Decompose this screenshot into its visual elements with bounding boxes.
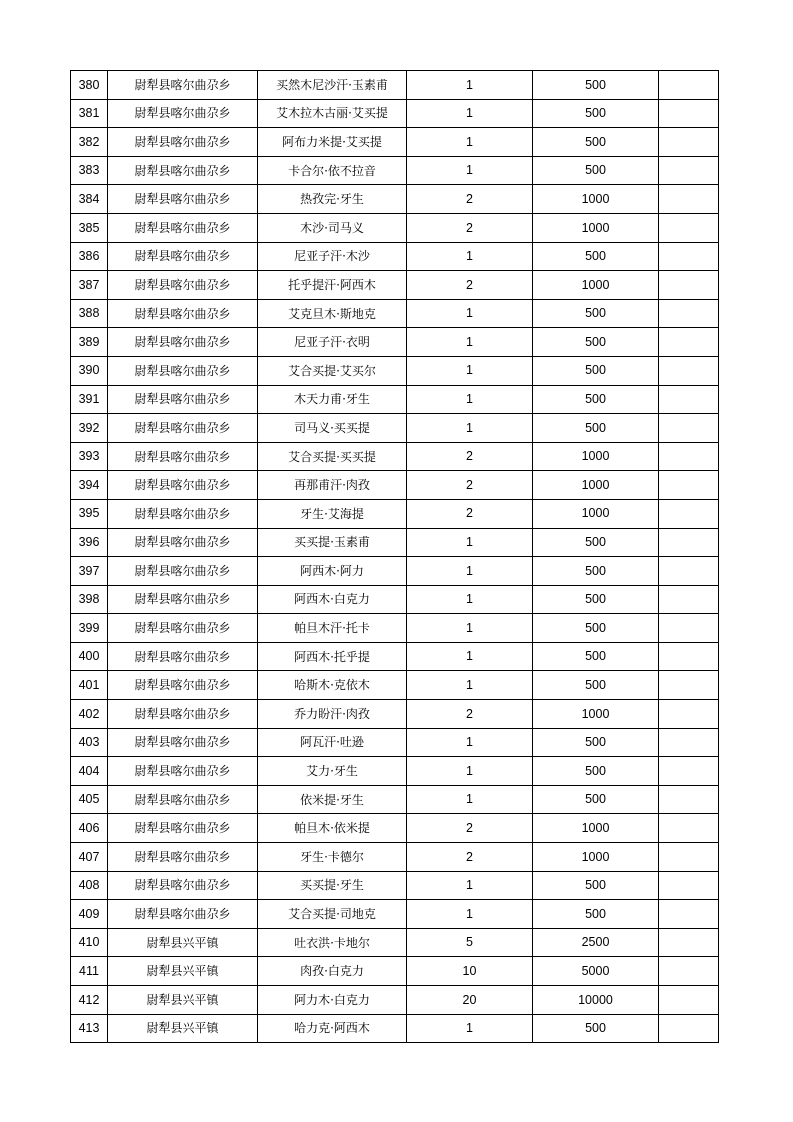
cell-serial-number: 412 [71, 986, 108, 1015]
cell-person-count: 1 [407, 728, 533, 757]
cell-township: 尉犁县喀尔曲尕乡 [108, 471, 258, 500]
table-row [71, 242, 719, 271]
cell-serial-number: 393 [71, 442, 108, 471]
cell-person-name: 木沙·司马义 [258, 213, 407, 242]
cell-amount: 500 [533, 385, 659, 414]
table-row [71, 728, 719, 757]
cell-amount: 500 [533, 557, 659, 586]
cell-person-count: 1 [407, 242, 533, 271]
cell-serial-number: 384 [71, 185, 108, 214]
cell-amount: 1000 [533, 814, 659, 843]
cell-amount: 1000 [533, 213, 659, 242]
cell-remark [659, 128, 719, 157]
cell-remark [659, 1014, 719, 1043]
cell-amount: 500 [533, 1014, 659, 1043]
cell-amount: 1000 [533, 185, 659, 214]
cell-person-count: 1 [407, 299, 533, 328]
roster-body [71, 71, 719, 1043]
cell-person-name: 尼亚子汗·木沙 [258, 242, 407, 271]
cell-remark [659, 900, 719, 929]
cell-amount: 500 [533, 585, 659, 614]
cell-remark [659, 700, 719, 729]
cell-remark [659, 957, 719, 986]
table-row [71, 557, 719, 586]
cell-person-name: 阿西木·阿力 [258, 557, 407, 586]
cell-amount: 500 [533, 528, 659, 557]
cell-serial-number: 392 [71, 414, 108, 443]
cell-person-name: 尼亚子汗·衣明 [258, 328, 407, 357]
cell-person-count: 2 [407, 700, 533, 729]
cell-person-count: 5 [407, 928, 533, 957]
cell-township: 尉犁县喀尔曲尕乡 [108, 213, 258, 242]
cell-serial-number: 394 [71, 471, 108, 500]
cell-person-count: 2 [407, 271, 533, 300]
cell-township: 尉犁县喀尔曲尕乡 [108, 271, 258, 300]
cell-amount: 500 [533, 728, 659, 757]
table-row [71, 957, 719, 986]
cell-amount: 500 [533, 614, 659, 643]
cell-amount: 500 [533, 871, 659, 900]
cell-township: 尉犁县喀尔曲尕乡 [108, 414, 258, 443]
cell-remark [659, 642, 719, 671]
cell-person-name: 木天力甫·牙生 [258, 385, 407, 414]
table-row [71, 757, 719, 786]
cell-person-name: 艾合买提·司地克 [258, 900, 407, 929]
cell-serial-number: 387 [71, 271, 108, 300]
cell-remark [659, 156, 719, 185]
table-row [71, 814, 719, 843]
cell-serial-number: 391 [71, 385, 108, 414]
cell-person-name: 司马义·买买提 [258, 414, 407, 443]
cell-township: 尉犁县喀尔曲尕乡 [108, 128, 258, 157]
cell-serial-number: 404 [71, 757, 108, 786]
cell-amount: 1000 [533, 499, 659, 528]
cell-serial-number: 399 [71, 614, 108, 643]
cell-township: 尉犁县喀尔曲尕乡 [108, 585, 258, 614]
cell-remark [659, 499, 719, 528]
cell-person-name: 艾合买提·艾买尔 [258, 356, 407, 385]
cell-serial-number: 390 [71, 356, 108, 385]
cell-person-count: 1 [407, 642, 533, 671]
cell-person-count: 1 [407, 528, 533, 557]
cell-serial-number: 407 [71, 843, 108, 872]
cell-township: 尉犁县兴平镇 [108, 957, 258, 986]
table-row [71, 928, 719, 957]
cell-remark [659, 385, 719, 414]
cell-person-name: 哈力克·阿西木 [258, 1014, 407, 1043]
cell-remark [659, 671, 719, 700]
cell-township: 尉犁县喀尔曲尕乡 [108, 671, 258, 700]
cell-person-name: 热孜完·牙生 [258, 185, 407, 214]
cell-amount: 1000 [533, 471, 659, 500]
table-row [71, 213, 719, 242]
cell-person-name: 乔力盼汗·肉孜 [258, 700, 407, 729]
cell-remark [659, 99, 719, 128]
cell-serial-number: 398 [71, 585, 108, 614]
table-row [71, 71, 719, 100]
cell-serial-number: 380 [71, 71, 108, 100]
cell-serial-number: 410 [71, 928, 108, 957]
cell-township: 尉犁县喀尔曲尕乡 [108, 642, 258, 671]
cell-remark [659, 356, 719, 385]
cell-amount: 500 [533, 299, 659, 328]
cell-person-name: 帕旦木汗·托卡 [258, 614, 407, 643]
table-row [71, 471, 719, 500]
cell-amount: 500 [533, 356, 659, 385]
cell-person-count: 20 [407, 986, 533, 1015]
cell-township: 尉犁县喀尔曲尕乡 [108, 557, 258, 586]
cell-township: 尉犁县喀尔曲尕乡 [108, 843, 258, 872]
cell-amount: 500 [533, 900, 659, 929]
cell-remark [659, 986, 719, 1015]
cell-amount: 500 [533, 642, 659, 671]
cell-township: 尉犁县喀尔曲尕乡 [108, 442, 258, 471]
cell-township: 尉犁县喀尔曲尕乡 [108, 299, 258, 328]
cell-person-count: 1 [407, 156, 533, 185]
cell-serial-number: 389 [71, 328, 108, 357]
cell-remark [659, 328, 719, 357]
cell-person-count: 1 [407, 585, 533, 614]
cell-township: 尉犁县喀尔曲尕乡 [108, 528, 258, 557]
cell-remark [659, 299, 719, 328]
cell-remark [659, 728, 719, 757]
cell-serial-number: 411 [71, 957, 108, 986]
cell-amount: 500 [533, 785, 659, 814]
cell-person-count: 1 [407, 900, 533, 929]
cell-township: 尉犁县喀尔曲尕乡 [108, 728, 258, 757]
cell-remark [659, 185, 719, 214]
cell-remark [659, 442, 719, 471]
table-row [71, 871, 719, 900]
table-row [71, 900, 719, 929]
cell-remark [659, 928, 719, 957]
cell-township: 尉犁县喀尔曲尕乡 [108, 328, 258, 357]
cell-amount: 10000 [533, 986, 659, 1015]
cell-person-name: 艾合买提·买买提 [258, 442, 407, 471]
cell-remark [659, 213, 719, 242]
cell-serial-number: 409 [71, 900, 108, 929]
table-row [71, 499, 719, 528]
cell-serial-number: 388 [71, 299, 108, 328]
cell-serial-number: 386 [71, 242, 108, 271]
cell-person-count: 2 [407, 499, 533, 528]
cell-amount: 500 [533, 414, 659, 443]
cell-township: 尉犁县喀尔曲尕乡 [108, 99, 258, 128]
cell-serial-number: 406 [71, 814, 108, 843]
table-row [71, 843, 719, 872]
cell-remark [659, 585, 719, 614]
table-row [71, 671, 719, 700]
cell-person-count: 1 [407, 414, 533, 443]
table-row [71, 585, 719, 614]
table-row [71, 614, 719, 643]
cell-township: 尉犁县兴平镇 [108, 928, 258, 957]
cell-township: 尉犁县喀尔曲尕乡 [108, 385, 258, 414]
cell-township: 尉犁县喀尔曲尕乡 [108, 614, 258, 643]
table-row [71, 328, 719, 357]
cell-serial-number: 395 [71, 499, 108, 528]
roster-table [70, 70, 719, 1043]
cell-township: 尉犁县兴平镇 [108, 1014, 258, 1043]
cell-person-count: 1 [407, 99, 533, 128]
cell-remark [659, 614, 719, 643]
cell-person-name: 艾木拉木古丽·艾买提 [258, 99, 407, 128]
cell-person-name: 牙生·卡德尔 [258, 843, 407, 872]
cell-serial-number: 413 [71, 1014, 108, 1043]
cell-township: 尉犁县喀尔曲尕乡 [108, 356, 258, 385]
cell-amount: 1000 [533, 700, 659, 729]
cell-serial-number: 396 [71, 528, 108, 557]
cell-amount: 500 [533, 242, 659, 271]
cell-amount: 1000 [533, 442, 659, 471]
cell-remark [659, 757, 719, 786]
cell-person-count: 1 [407, 757, 533, 786]
cell-township: 尉犁县喀尔曲尕乡 [108, 700, 258, 729]
cell-person-name: 阿布力米提·艾买提 [258, 128, 407, 157]
cell-amount: 1000 [533, 843, 659, 872]
cell-amount: 500 [533, 757, 659, 786]
cell-amount: 500 [533, 71, 659, 100]
cell-person-count: 1 [407, 328, 533, 357]
cell-person-name: 肉孜·白克力 [258, 957, 407, 986]
cell-serial-number: 408 [71, 871, 108, 900]
table-row [71, 528, 719, 557]
cell-amount: 1000 [533, 271, 659, 300]
cell-remark [659, 271, 719, 300]
cell-person-name: 艾克旦木·斯地克 [258, 299, 407, 328]
cell-township: 尉犁县喀尔曲尕乡 [108, 785, 258, 814]
cell-person-name: 卡合尔·依不拉音 [258, 156, 407, 185]
cell-person-count: 1 [407, 71, 533, 100]
cell-person-count: 2 [407, 471, 533, 500]
cell-person-count: 2 [407, 814, 533, 843]
cell-township: 尉犁县喀尔曲尕乡 [108, 814, 258, 843]
cell-serial-number: 385 [71, 213, 108, 242]
cell-remark [659, 557, 719, 586]
cell-serial-number: 400 [71, 642, 108, 671]
cell-person-name: 哈斯木·克依木 [258, 671, 407, 700]
table-row [71, 271, 719, 300]
cell-person-name: 阿西木·托乎提 [258, 642, 407, 671]
cell-person-name: 托乎提汗·阿西木 [258, 271, 407, 300]
cell-serial-number: 381 [71, 99, 108, 128]
cell-township: 尉犁县喀尔曲尕乡 [108, 156, 258, 185]
cell-person-count: 10 [407, 957, 533, 986]
cell-person-count: 1 [407, 785, 533, 814]
cell-township: 尉犁县喀尔曲尕乡 [108, 242, 258, 271]
cell-person-count: 2 [407, 213, 533, 242]
cell-person-name: 牙生·艾海提 [258, 499, 407, 528]
cell-serial-number: 401 [71, 671, 108, 700]
table-row [71, 128, 719, 157]
cell-serial-number: 402 [71, 700, 108, 729]
cell-person-count: 2 [407, 442, 533, 471]
cell-remark [659, 242, 719, 271]
cell-remark [659, 528, 719, 557]
cell-person-name: 买买提·牙生 [258, 871, 407, 900]
cell-person-count: 2 [407, 185, 533, 214]
cell-person-name: 帕旦木·依米提 [258, 814, 407, 843]
cell-township: 尉犁县兴平镇 [108, 986, 258, 1015]
table-row [71, 442, 719, 471]
table-row [71, 299, 719, 328]
cell-remark [659, 843, 719, 872]
cell-amount: 500 [533, 671, 659, 700]
table-row [71, 986, 719, 1015]
cell-amount: 500 [533, 99, 659, 128]
cell-amount: 500 [533, 328, 659, 357]
cell-person-count: 1 [407, 356, 533, 385]
cell-person-name: 阿力木·白克力 [258, 986, 407, 1015]
cell-remark [659, 414, 719, 443]
cell-township: 尉犁县喀尔曲尕乡 [108, 185, 258, 214]
cell-amount: 5000 [533, 957, 659, 986]
cell-person-count: 2 [407, 843, 533, 872]
cell-person-name: 阿瓦汗·吐逊 [258, 728, 407, 757]
cell-serial-number: 397 [71, 557, 108, 586]
table-row [71, 385, 719, 414]
cell-person-count: 1 [407, 671, 533, 700]
cell-amount: 500 [533, 156, 659, 185]
cell-person-name: 依米提·牙生 [258, 785, 407, 814]
cell-person-name: 买然木尼沙汗·玉素甫 [258, 71, 407, 100]
cell-person-name: 艾力·牙生 [258, 757, 407, 786]
cell-person-count: 1 [407, 128, 533, 157]
cell-township: 尉犁县喀尔曲尕乡 [108, 900, 258, 929]
cell-remark [659, 871, 719, 900]
cell-serial-number: 403 [71, 728, 108, 757]
cell-person-name: 阿西木·白克力 [258, 585, 407, 614]
cell-remark [659, 71, 719, 100]
cell-township: 尉犁县喀尔曲尕乡 [108, 871, 258, 900]
cell-person-name: 再那甫汗·肉孜 [258, 471, 407, 500]
cell-person-count: 1 [407, 557, 533, 586]
cell-person-count: 1 [407, 1014, 533, 1043]
cell-amount: 500 [533, 128, 659, 157]
table-row [71, 700, 719, 729]
cell-remark [659, 471, 719, 500]
table-row [71, 156, 719, 185]
table-row [71, 185, 719, 214]
table-row [71, 414, 719, 443]
cell-serial-number: 405 [71, 785, 108, 814]
table-row [71, 356, 719, 385]
cell-person-count: 1 [407, 385, 533, 414]
cell-serial-number: 382 [71, 128, 108, 157]
cell-township: 尉犁县喀尔曲尕乡 [108, 757, 258, 786]
cell-township: 尉犁县喀尔曲尕乡 [108, 71, 258, 100]
cell-serial-number: 383 [71, 156, 108, 185]
cell-person-count: 1 [407, 871, 533, 900]
table-row [71, 642, 719, 671]
cell-remark [659, 814, 719, 843]
cell-person-count: 1 [407, 614, 533, 643]
cell-remark [659, 785, 719, 814]
cell-amount: 2500 [533, 928, 659, 957]
table-row [71, 99, 719, 128]
cell-person-name: 吐衣洪·卡地尔 [258, 928, 407, 957]
table-row [71, 1014, 719, 1043]
cell-township: 尉犁县喀尔曲尕乡 [108, 499, 258, 528]
cell-person-name: 买买提·玉素甫 [258, 528, 407, 557]
table-row [71, 785, 719, 814]
